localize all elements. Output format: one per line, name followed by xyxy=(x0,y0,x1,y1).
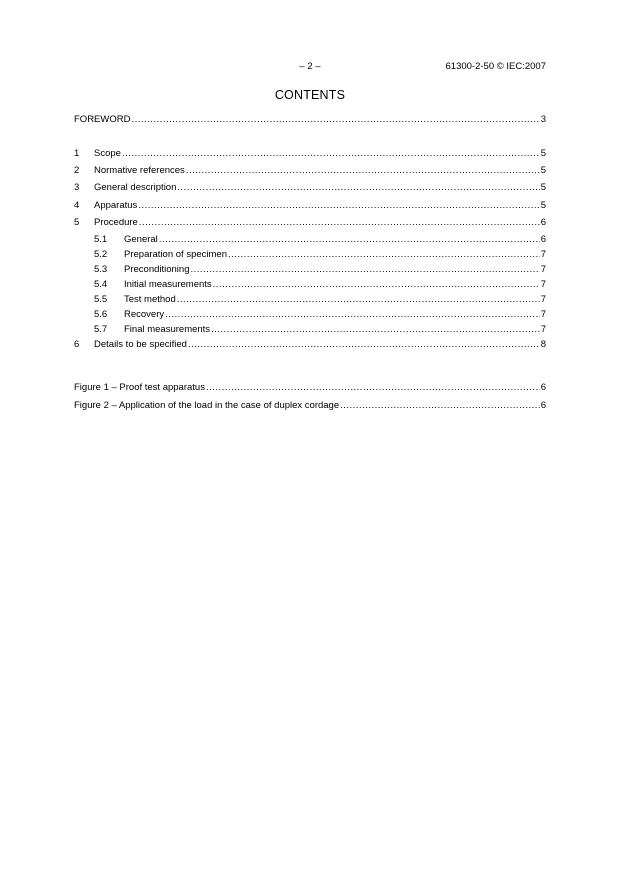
toc-entry-apparatus[interactable] xyxy=(74,199,546,213)
toc-label: Figure 2 – Application of the load in the case of duplex cordage xyxy=(74,400,340,411)
toc-page: 7 xyxy=(540,309,546,320)
toc-page: 5 xyxy=(540,165,546,176)
toc-label: Figure 1 – Proof test apparatus xyxy=(74,382,205,393)
toc-label: Scope xyxy=(94,148,121,159)
toc-label: Preparation of specimen xyxy=(124,249,227,260)
toc-label: Apparatus xyxy=(94,200,138,211)
toc-page: 7 xyxy=(540,324,546,335)
toc-number: 5.3 xyxy=(94,264,108,275)
toc-number: 2 xyxy=(74,165,80,176)
dot-leader xyxy=(177,181,539,195)
toc-entry-final-measurements[interactable] xyxy=(94,323,546,337)
dot-leader xyxy=(186,164,540,178)
toc-number: 5.7 xyxy=(94,324,108,335)
toc-label: Preconditioning xyxy=(124,264,190,275)
toc-entry-initial-measurements[interactable] xyxy=(94,278,546,292)
toc-entry-general[interactable] xyxy=(94,233,546,247)
toc-label: Initial measurements xyxy=(124,279,212,290)
dot-leader xyxy=(159,233,540,247)
toc-entry-figure-2[interactable] xyxy=(74,399,546,413)
dot-leader xyxy=(188,338,540,352)
toc-label: General xyxy=(124,234,158,245)
toc-entry-foreword[interactable] xyxy=(74,113,546,127)
toc-page: 7 xyxy=(540,249,546,260)
page-header xyxy=(74,61,546,75)
toc-page: 5 xyxy=(540,182,546,193)
toc-page: 3 xyxy=(540,114,546,125)
dot-leader xyxy=(165,308,540,322)
dot-leader xyxy=(122,147,540,161)
dot-leader xyxy=(138,199,539,213)
toc-page: 5 xyxy=(540,200,546,211)
dot-leader xyxy=(206,381,540,395)
toc-page: 8 xyxy=(540,339,546,350)
toc-number: 5.4 xyxy=(94,279,108,290)
toc-label: Test method xyxy=(124,294,176,305)
toc-page: 6 xyxy=(540,382,546,393)
toc-entry-preparation-of-specimen[interactable] xyxy=(94,248,546,262)
toc-label: FOREWORD xyxy=(74,114,131,125)
toc-page: 5 xyxy=(540,148,546,159)
toc-number: 5.2 xyxy=(94,249,108,260)
toc-label: Recovery xyxy=(124,309,165,320)
toc-page: 7 xyxy=(540,264,546,275)
document-id: 61300-2-50 © IEC:2007 xyxy=(445,61,546,72)
dot-leader xyxy=(139,216,540,230)
toc-number: 5.1 xyxy=(94,234,108,245)
toc-label: Procedure xyxy=(94,217,138,228)
toc-entry-scope[interactable] xyxy=(74,147,546,161)
toc-entry-preconditioning[interactable] xyxy=(94,263,546,277)
toc-number: 3 xyxy=(74,182,80,193)
toc-entry-normative-references[interactable] xyxy=(74,164,546,178)
toc-number: 5 xyxy=(74,217,80,228)
toc-label: General description xyxy=(94,182,177,193)
dot-leader xyxy=(191,263,540,277)
toc-label: Normative references xyxy=(94,165,185,176)
dot-leader xyxy=(228,248,540,262)
dot-leader xyxy=(340,399,540,413)
toc-number: 5.6 xyxy=(94,309,108,320)
toc-label: Details to be specified xyxy=(94,339,187,350)
dot-leader xyxy=(131,113,539,127)
toc-number: 5.5 xyxy=(94,294,108,305)
page-number: – 2 – xyxy=(299,61,321,72)
toc-entry-test-method[interactable] xyxy=(94,293,546,307)
toc-page: 6 xyxy=(540,217,546,228)
toc-number: 6 xyxy=(74,339,80,350)
toc-page: 6 xyxy=(540,400,546,411)
dot-leader xyxy=(177,293,540,307)
toc-number: 1 xyxy=(74,148,80,159)
dot-leader xyxy=(213,278,540,292)
toc-entry-general-description[interactable] xyxy=(74,181,546,195)
toc-page: 7 xyxy=(540,294,546,305)
toc-number: 4 xyxy=(74,200,80,211)
page-title: CONTENTS xyxy=(274,88,346,102)
toc-entry-recovery[interactable] xyxy=(94,308,546,322)
toc-label: Final measurements xyxy=(124,324,211,335)
dot-leader xyxy=(211,323,540,337)
toc-entry-procedure[interactable] xyxy=(74,216,546,230)
toc-entry-details-to-be-specified[interactable] xyxy=(74,338,546,352)
toc-page: 7 xyxy=(540,279,546,290)
toc-page: 6 xyxy=(540,234,546,245)
toc-entry-figure-1[interactable] xyxy=(74,381,546,395)
